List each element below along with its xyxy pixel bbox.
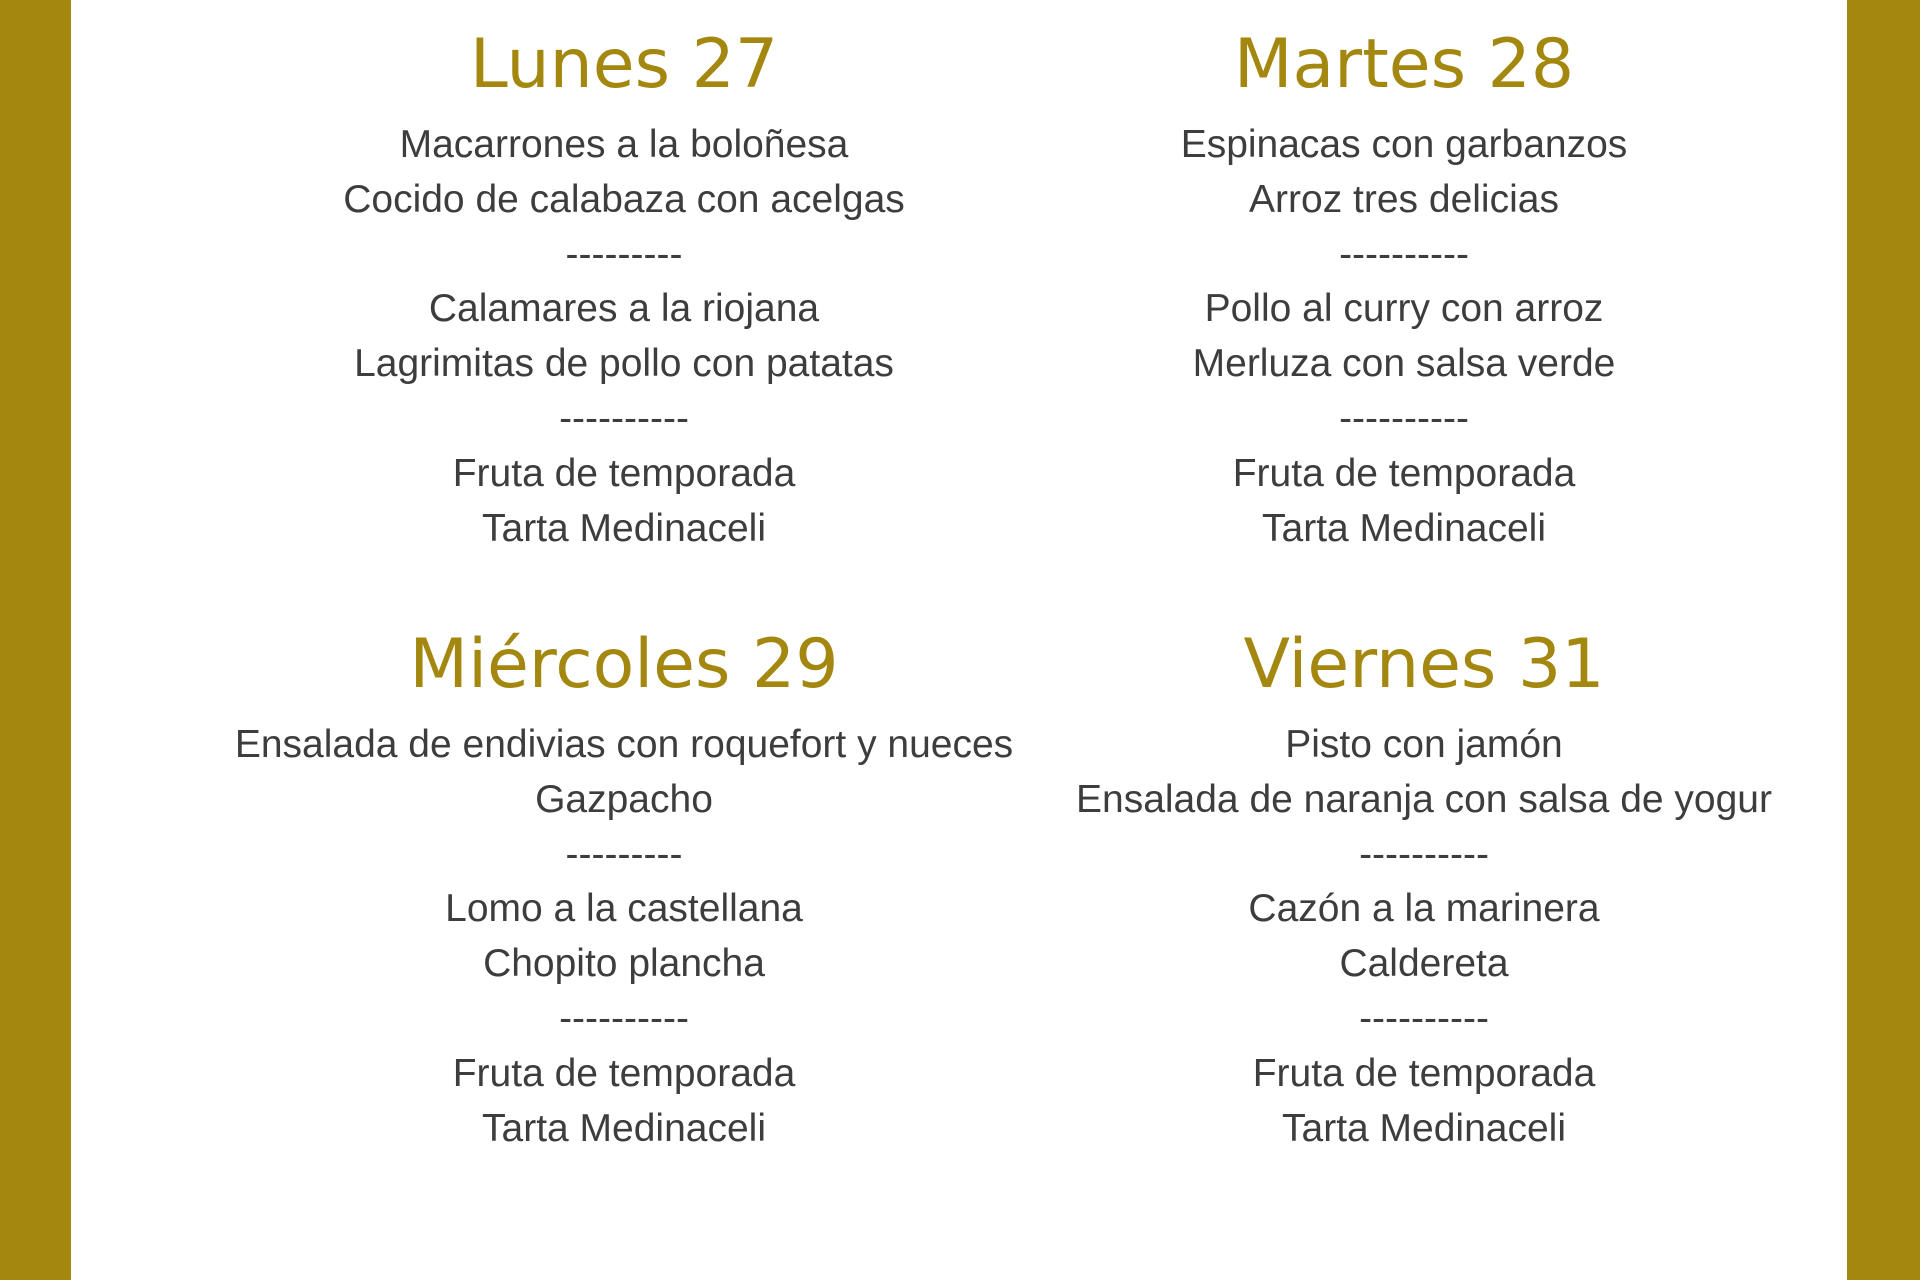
dish-line: Merluza con salsa verde — [1192, 342, 1616, 386]
dish-line: Arroz tres delicias — [1249, 177, 1559, 221]
dish-line: Ensalada de endivias con roquefort y nueces — [234, 723, 1014, 766]
day-block-miercoles — [194, 622, 1054, 1156]
dish-line: Fruta de temporada — [452, 1051, 796, 1095]
day-title: Miércoles 29 — [409, 625, 839, 704]
dish-line: Calamares a la riojana — [428, 287, 820, 331]
day-title: Martes 28 — [1233, 25, 1575, 104]
dish-line: Lagrimitas de pollo con patatas — [354, 342, 894, 386]
day-block-martes — [974, 22, 1834, 556]
dish-line: Macarrones a la boloñesa — [399, 123, 849, 166]
dish-line: Cocido de calabaza con acelgas — [343, 177, 905, 221]
dish-line: Fruta de temporada — [1232, 451, 1576, 495]
dish-line: Caldereta — [1339, 942, 1509, 986]
day-title: Lunes 27 — [469, 25, 779, 104]
day-block-viernes — [994, 622, 1854, 1156]
day-title: Viernes 31 — [1243, 625, 1605, 704]
course-separator: ---------- — [1339, 232, 1469, 276]
dish-line: Tarta Medinaceli — [482, 1106, 766, 1150]
course-separator: ---------- — [1359, 996, 1489, 1040]
course-separator: ---------- — [559, 996, 689, 1040]
course-separator: ---------- — [1359, 832, 1489, 876]
course-separator: --------- — [565, 832, 683, 876]
dish-line: Ensalada de naranja con salsa de yogur — [1076, 777, 1772, 821]
course-separator: ---------- — [1339, 396, 1469, 440]
course-separator: ---------- — [559, 396, 689, 440]
dish-line: Chopito plancha — [483, 942, 765, 986]
dish-line: Cazón a la marinera — [1248, 887, 1600, 931]
dish-line: Tarta Medinaceli — [482, 506, 766, 550]
dish-line: Tarta Medinaceli — [1262, 506, 1546, 550]
dish-line: Pisto con jamón — [1285, 723, 1563, 766]
dish-line: Lomo a la castellana — [445, 887, 803, 931]
dish-line: Fruta de temporada — [452, 451, 796, 495]
menu-page — [71, 0, 1847, 1280]
day-block-lunes — [194, 22, 1054, 556]
dish-line: Pollo al curry con arroz — [1204, 287, 1604, 331]
dish-line: Tarta Medinaceli — [1282, 1106, 1566, 1150]
dish-line: Fruta de temporada — [1252, 1051, 1596, 1095]
dish-line: Gazpacho — [535, 777, 713, 821]
course-separator: --------- — [565, 232, 683, 276]
dish-line: Espinacas con garbanzos — [1180, 123, 1628, 166]
